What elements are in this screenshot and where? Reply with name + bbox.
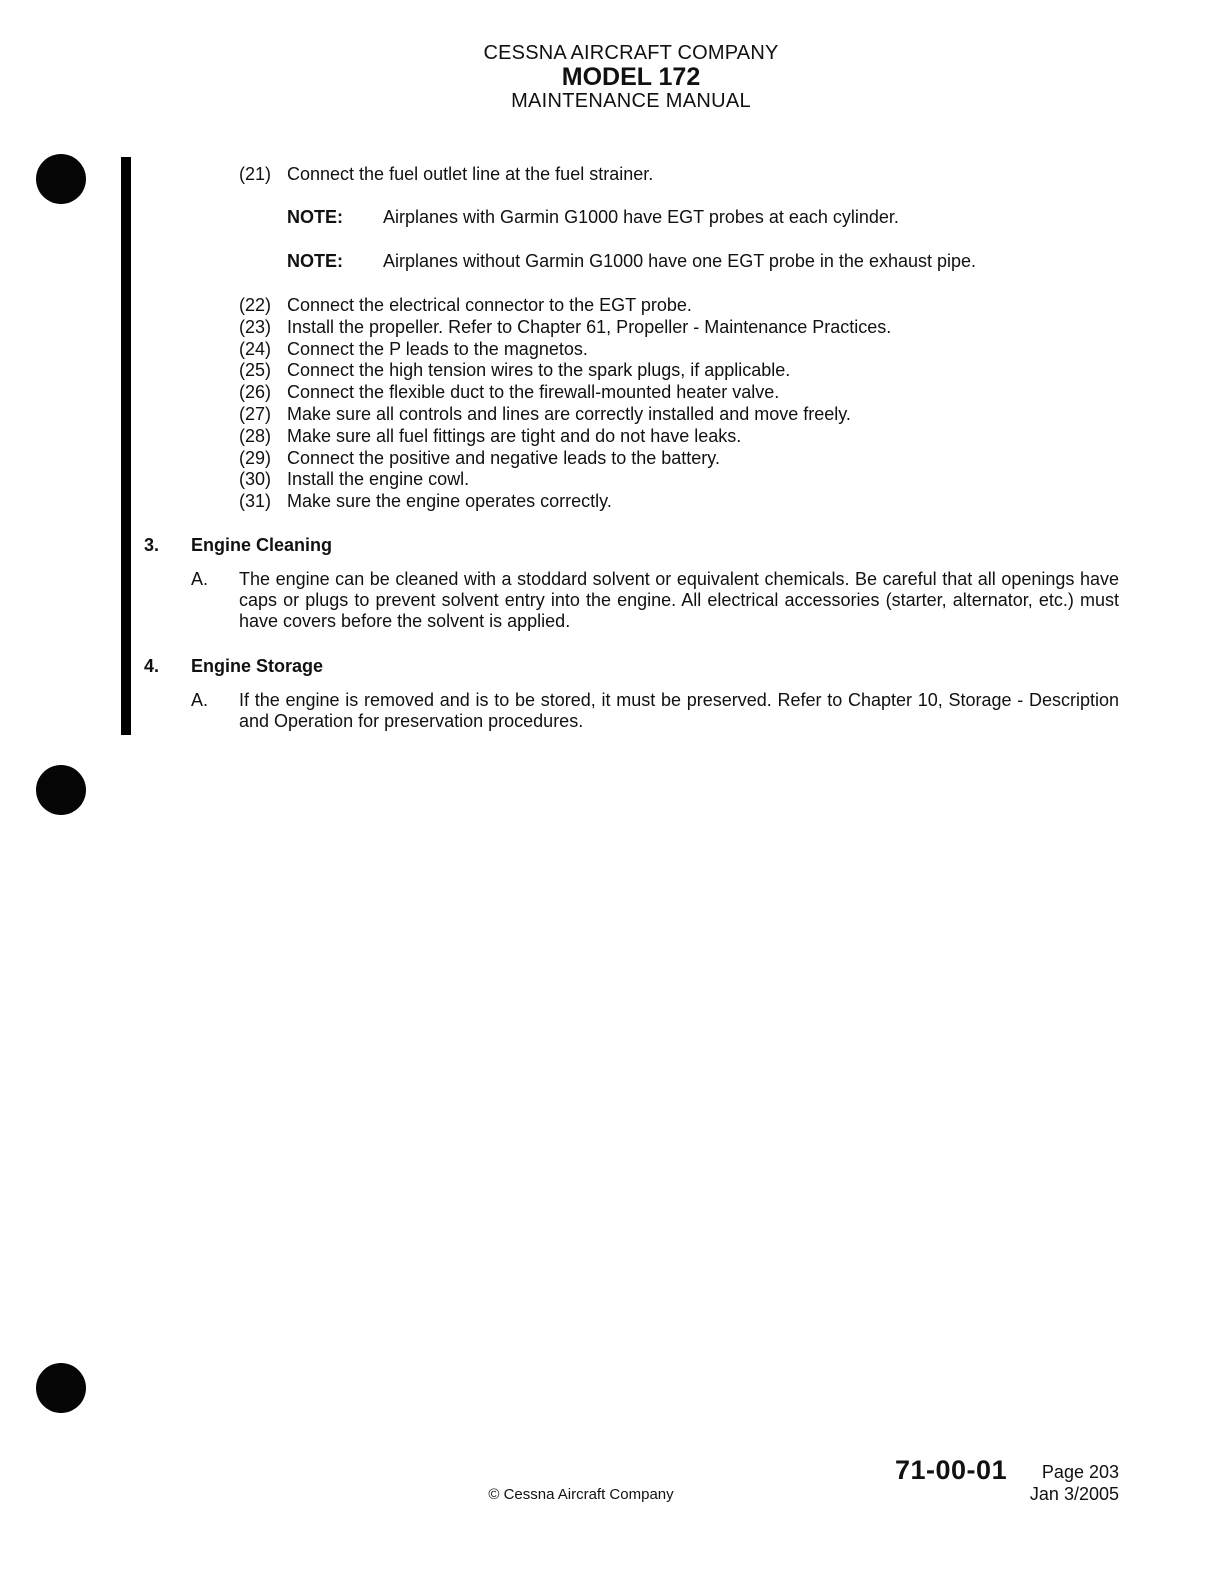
revision-change-bar xyxy=(121,157,131,735)
step-text: Connect the flexible duct to the firewall-mounted heater valve. xyxy=(287,382,780,402)
step-text: Connect the P leads to the magnetos. xyxy=(287,339,588,359)
footer-page-number: Page 203 xyxy=(1041,1462,1119,1482)
step-30 xyxy=(239,468,469,490)
note-label: NOTE: xyxy=(287,207,343,227)
step-28 xyxy=(239,425,741,447)
footer-copyright: © Cessna Aircraft Company xyxy=(488,1486,674,1503)
model-title: MODEL 172 xyxy=(561,63,701,91)
step-text: Make sure all controls and lines are correctly installed and move freely. xyxy=(287,404,851,424)
step-25 xyxy=(239,359,790,381)
section-number: 4. xyxy=(144,656,160,676)
step-number: (26) xyxy=(239,382,272,402)
page-header xyxy=(0,42,1224,112)
step-text: Make sure all fuel fittings are tight and do not have leaks. xyxy=(287,426,742,446)
step-number: (22) xyxy=(239,295,272,315)
note-label: NOTE: xyxy=(287,251,343,271)
step-number: (24) xyxy=(239,339,272,359)
paragraph-letter: A. xyxy=(191,569,209,589)
step-31 xyxy=(239,490,612,512)
step-24 xyxy=(239,338,588,360)
punch-hole-bottom xyxy=(36,1363,86,1413)
step-number: (27) xyxy=(239,404,272,424)
step-number: (29) xyxy=(239,448,272,468)
step-22 xyxy=(239,294,692,316)
footer-page-info xyxy=(1030,1461,1119,1505)
step-text: Connect the positive and negative leads to the battery. xyxy=(287,448,720,468)
step-text: Install the propeller. Refer to Chapter 61, Propeller - Maintenance Practices. xyxy=(287,317,892,337)
footer-date: Jan 3/2005 xyxy=(1029,1484,1119,1504)
manual-title: MAINTENANCE MANUAL xyxy=(511,90,751,112)
note-no-g1000 xyxy=(287,250,976,272)
section-number: 3. xyxy=(144,535,160,555)
section-engine-cleaning-heading xyxy=(144,534,332,556)
step-27 xyxy=(239,403,851,425)
step-number: (30) xyxy=(239,469,272,489)
note-text: Airplanes without Garmin G1000 have one EGT probe in the exhaust pipe. xyxy=(383,251,977,271)
punch-hole-top xyxy=(36,154,86,204)
section-engine-storage-paragraph xyxy=(191,690,1119,732)
step-text: Connect the high tension wires to the spark plugs, if applicable. xyxy=(287,360,791,380)
step-text: Make sure the engine operates correctly. xyxy=(287,491,612,511)
step-number: (25) xyxy=(239,360,272,380)
punch-hole-middle xyxy=(36,765,86,815)
note-text: Airplanes with Garmin G1000 have EGT probes at each cylinder. xyxy=(383,207,899,227)
step-number: (21) xyxy=(239,164,272,184)
footer-chapter-code: 71-00-01 xyxy=(895,1455,1008,1485)
step-text: Connect the electrical connector to the EGT probe. xyxy=(287,295,692,315)
paragraph-text: The engine can be cleaned with a stoddard solvent or equivalent chemicals. Be careful that all openings have caps or plugs to prevent solvent entry into the engine. All electrical accessories (starter, alternator, etc.) must have covers before the solvent is applied. xyxy=(239,569,1119,631)
note-g1000 xyxy=(287,206,899,228)
step-number: (31) xyxy=(239,491,272,511)
section-engine-cleaning-paragraph xyxy=(191,569,1119,632)
paragraph-letter: A. xyxy=(191,690,209,710)
step-29 xyxy=(239,447,720,469)
section-engine-storage-heading xyxy=(144,655,323,677)
section-title: Engine Cleaning xyxy=(191,535,333,555)
step-text: Install the engine cowl. xyxy=(287,469,470,489)
paragraph-text: If the engine is removed and is to be stored, it must be preserved. Refer to Chapter 10, Storage - Description and Operation for preservation procedures. xyxy=(239,690,1119,731)
section-title: Engine Storage xyxy=(191,656,324,676)
step-number: (28) xyxy=(239,426,272,446)
step-21 xyxy=(239,163,653,185)
step-number: (23) xyxy=(239,317,272,337)
step-26 xyxy=(239,381,779,403)
company-name: CESSNA AIRCRAFT COMPANY xyxy=(483,42,779,64)
step-text: Connect the fuel outlet line at the fuel strainer. xyxy=(287,164,654,184)
step-23 xyxy=(239,316,891,338)
